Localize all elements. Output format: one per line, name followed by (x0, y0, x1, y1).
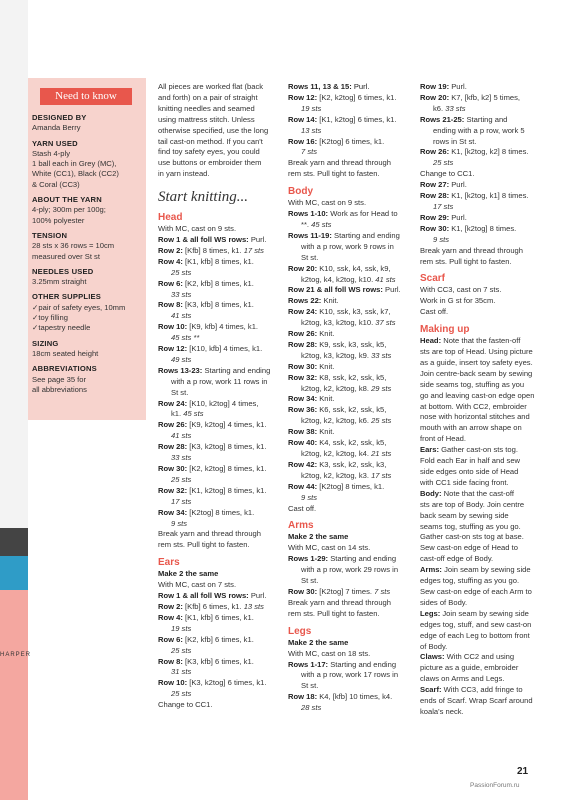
pattern-text: 49 sts (171, 354, 192, 364)
pattern-text: St st. (171, 387, 189, 397)
sidebar-text: Amanda Berry (32, 123, 81, 133)
pattern-text: of Body. (420, 641, 448, 651)
pattern-text: Row 32: [K1, k2tog] 8 times, k1. (158, 485, 267, 495)
pattern-text: Head: Note that the fasten-off (420, 336, 521, 346)
supply-item: ✓ pair of safety eyes, 10mm (32, 303, 144, 313)
pattern-text: 33 sts (171, 289, 192, 299)
pattern-text: Row 4: [K1, kfb] 6 times, k1. (158, 612, 254, 622)
pattern-text: k2tog, k2, k2tog, k8. 29 sts (301, 383, 392, 393)
pattern-text: Row 4: [K1, kfb] 8 times, k1. (158, 256, 254, 266)
supply-item: ✓ tapestry needle (32, 323, 144, 333)
pattern-text: Row 28: [K3, k2tog] 8 times, k1. (158, 442, 267, 452)
pattern-text: Make 2 the same (288, 637, 349, 647)
pattern-text: ends of Scarf. Wrap Scarf around (420, 696, 533, 706)
pattern-text: 9 sts (301, 492, 318, 502)
pattern-text: Row 2: [Kfb] 8 times, k1. 17 sts (158, 245, 264, 255)
pattern-text: Break yarn and thread through (288, 158, 392, 168)
pattern-text: 9 sts (171, 518, 188, 528)
section-title-body: Body (288, 186, 313, 198)
section-title-ears: Ears (158, 557, 180, 569)
intro-line: use buttons or embroider them (158, 158, 262, 168)
pattern-text: edges tog, stuff, and sew cast-on (420, 619, 532, 629)
pattern-text: Row 19: Purl. (420, 82, 467, 91)
pattern-text: k2tog, k4, k2tog, k10. 41 sts (301, 274, 396, 284)
pattern-text: sides of Body. (420, 597, 468, 607)
pattern-text: mouth with an arrow shape on (420, 423, 522, 433)
pattern-text: with a p row, work 9 rows in (301, 241, 394, 251)
pattern-text: Gather cast-on sts tog at base. (420, 532, 524, 542)
pattern-text: Scarf: With CC3, add fringe to (420, 685, 523, 695)
pattern-text: 25 sts (433, 158, 454, 168)
pattern-text: Row 2: [Kfb] 6 times, k1. 13 sts (158, 601, 264, 611)
sidebar-heading: DESIGNED BY (32, 113, 87, 122)
pattern-text: Row 8: [K3, kfb] 8 times, k1. (158, 300, 254, 310)
section-title-arms: Arms (288, 520, 314, 532)
start-knitting-title: Start knitting... (158, 189, 248, 206)
sidebar-heading: TENSION (32, 230, 68, 240)
column-2 (288, 82, 414, 714)
sidebar-text: 1 ball each in Grey (MC), (32, 159, 117, 169)
sidebar-text: all abbreviations (32, 384, 87, 394)
sidebar-text: measured over St st (32, 251, 100, 261)
pattern-text: Row 20: K10, ssk, k4, ssk, k9, (288, 263, 391, 273)
pattern-text: Join centre-back seam by sewing (420, 368, 533, 378)
pattern-text: Make 2 the same (288, 532, 349, 542)
pattern-text: ending with a p row, work 5 (433, 125, 525, 135)
sidebar-text: 18cm seated height (32, 348, 99, 358)
pattern-text: Row 12: [K10, kfb] 4 times, k1. (158, 344, 263, 354)
pattern-text: front of Head. (420, 434, 467, 444)
pattern-text: Row 24: [K10, k2tog] 4 times, (158, 398, 259, 408)
pattern-text: With CC3, cast on 7 sts. (420, 285, 502, 295)
pattern-text: rows in St st. (433, 136, 477, 146)
pattern-text: Rows 11, 13 & 15: Purl. (288, 82, 370, 91)
sidebar-text: 3.25mm straight (32, 277, 87, 287)
photo-blue-book (0, 555, 28, 590)
pattern-text: 19 sts (301, 103, 322, 113)
sidebar-heading: SIZING (32, 338, 59, 348)
intro-line: knitting needles and seamed (158, 103, 255, 113)
pattern-text: Row 30: [K2tog] 7 times. 7 sts (288, 586, 391, 596)
sidebar-text: White (CC1), Black (CC2) (32, 169, 119, 179)
pattern-text: k2tog, k2, k2tog, k4. 21 sts (301, 449, 392, 458)
pattern-text: Row 28: K9, ssk, k3, ssk, k5, (288, 339, 387, 349)
intro-line: otherwise specified, use the long (158, 125, 269, 135)
pattern-text: rem sts. Pull tight to fasten. (288, 608, 380, 618)
sidebar-heading: NEEDLES USED (32, 266, 94, 276)
pattern-text: side seams tog, stuffing as you (420, 379, 525, 389)
pattern-text: 17 sts (171, 496, 192, 506)
pattern-text: Sew cast-on edge of each Arm to (420, 586, 532, 596)
pattern-text: Row 14: [K1, k2tog] 6 times, k1. (288, 114, 397, 124)
pattern-text: With MC, cast on 7 sts. (158, 580, 237, 590)
photo-books (0, 0, 28, 580)
pattern-text: back seam by sewing side (420, 510, 509, 520)
photo-pink-book (0, 590, 28, 800)
pattern-text: nose with horizontal stitches and (420, 412, 530, 422)
pattern-text: Row 32: K8, ssk, k2, ssk, k5, (288, 372, 387, 382)
pattern-text: Body: Note that the cast-off (420, 488, 514, 498)
pattern-text: Claws: With CC2 and using (420, 652, 515, 662)
supply-item: ✓ toy filling (32, 313, 144, 323)
sidebar-heading: ABOUT THE YARN (32, 195, 102, 205)
pattern-text: Rows 1-17: Starting and ending (288, 659, 397, 669)
pattern-text: Row 1 & all foll WS rows: Purl. (158, 591, 267, 601)
pattern-text: 41 sts (171, 431, 192, 441)
pattern-text: Row 10: [K9, kfb] 4 times, k1. (158, 322, 259, 332)
intro-line: tail cast-on method. If you can't (158, 136, 263, 146)
sidebar-heading: OTHER SUPPLIES (32, 292, 102, 302)
pattern-text: koala's neck. (420, 706, 464, 716)
pattern-text: Legs: Join seam by sewing side (420, 608, 529, 618)
pattern-text: edges tog, stuffing as you go. (420, 576, 520, 586)
pattern-text: k2tog, k2, k2tog, k6. 25 sts (301, 416, 392, 426)
need-to-know-content (32, 108, 144, 395)
pattern-text: Row 34: Knit. (288, 394, 335, 404)
pattern-text: With MC, cast on 9 sts. (288, 198, 367, 208)
pattern-text: Row 6: [K2, kfb] 6 times, k1. (158, 634, 254, 644)
pattern-text: seams tog, stuffing as you go. (420, 521, 521, 531)
pattern-text: with CC1 side facing front. (420, 477, 509, 487)
pattern-text: 9 sts (433, 234, 450, 244)
pattern-text: Fold each Ear in half and sew (420, 456, 521, 466)
pattern-text: with a p row, work 17 rows in (301, 670, 399, 680)
pattern-text: Ears: Gather cast-on sts tog. (420, 445, 518, 455)
need-to-know-banner: Need to know (40, 88, 132, 105)
sidebar-text: Stash 4-ply (32, 148, 70, 158)
pattern-text: k2tog, k3, k2tog, k10. 37 sts (301, 318, 396, 328)
pattern-text: Row 29: Purl. (420, 212, 467, 222)
sidebar-text: 4-ply; 300m per 100g; (32, 205, 106, 215)
pattern-text: **. 45 sts (301, 219, 332, 229)
pattern-text: Row 36: K6, ssk, k2, ssk, k5, (288, 405, 387, 415)
sidebar-heading: YARN USED (32, 138, 78, 148)
watermark: PassionForum.ru (470, 782, 520, 789)
pattern-text: Rows 1-10: Work as for Head to (288, 209, 398, 219)
pattern-text: Row 44: [K2tog] 8 times, k1. (288, 481, 385, 491)
pattern-text: Row 34: [K2tog] 8 times, k1. (158, 507, 255, 517)
pattern-text: 25 sts (171, 267, 192, 277)
pattern-text: Row 30: [K2, k2tog] 8 times, k1. (158, 464, 267, 473)
pattern-text: St st. (301, 576, 319, 586)
pattern-text: Break yarn and thread through (158, 529, 262, 539)
pattern-text: k1. 45 sts (171, 409, 204, 419)
section-title-making-up: Making up (420, 324, 470, 336)
pattern-text: sts are top of Body. Join centre (420, 499, 525, 509)
pattern-text: 13 sts (301, 125, 322, 135)
pattern-text: rem sts. Pull tight to fasten. (420, 256, 512, 266)
pattern-text: Row 1 & all foll WS rows: Purl. (158, 234, 267, 244)
pattern-text: Rows 1-29: Starting and ending (288, 554, 397, 564)
intro-line: find toy safety eyes, you could (158, 147, 260, 157)
column-3 (420, 82, 548, 718)
intro-line: All pieces are worked flat (back (158, 82, 264, 91)
pattern-text: Row 27: Purl. (420, 180, 467, 190)
intro-line: using mattress stitch. Unless (158, 114, 255, 124)
intro-line: in yarn instead. (158, 169, 210, 179)
pattern-text: picture as a guide, embroider (420, 663, 519, 673)
column-1 (158, 82, 282, 711)
pattern-text: Row 42: K3, ssk, k2, ssk, k3, (288, 459, 387, 469)
photo-label: HARPER (0, 652, 32, 658)
pattern-text: 31 sts (171, 667, 192, 677)
pattern-text: With MC, cast on 9 sts. (158, 224, 237, 234)
page-number: 21 (517, 766, 529, 777)
pattern-text: claws on Arms and Legs. (420, 674, 505, 684)
pattern-text: go and leaving cast-on edge open (420, 390, 535, 400)
pattern-text: Rows 11-19: Starting and ending (288, 230, 400, 240)
pattern-text: side edges onto side of Head (420, 467, 519, 476)
pattern-text: k2tog, k2, k2tog, k3. 17 sts (301, 470, 392, 480)
pattern-text: With MC, cast on 18 sts. (288, 648, 371, 658)
pattern-text: Row 8: [K3, kfb] 6 times, k1. (158, 656, 254, 666)
pattern-text: with a p row, work 11 rows in (171, 376, 268, 386)
pattern-text: Cast off. (288, 503, 317, 513)
pattern-text: 28 sts (301, 703, 322, 713)
pattern-text: Row 40: K4, ssk, k2, ssk, k5, (288, 438, 387, 448)
pattern-text: Arms: Join seam by sewing side (420, 565, 531, 575)
sidebar-text: See page 35 for (32, 374, 87, 384)
pattern-text: St st. (301, 681, 319, 691)
pattern-text: sts are top of Head. Using picture (420, 347, 533, 357)
intro-line: and forth) on a pair of straight (158, 92, 258, 102)
pattern-text: Break yarn and thread through (420, 245, 524, 255)
pattern-text: Cast off. (420, 307, 449, 317)
pattern-text: with a p row, work 29 rows in (301, 565, 399, 575)
pattern-text: Row 6: [K2, kfb] 8 times, k1. (158, 278, 254, 288)
pattern-text: Row 21 & all foll WS rows: Purl. (288, 285, 401, 295)
pattern-text: Work in G st for 35cm. (420, 296, 496, 306)
pattern-text: 25 sts (171, 474, 192, 484)
photo-dark-book (0, 528, 28, 556)
pattern-text: Row 18: K4, [kfb] 10 times, k4. (288, 692, 393, 702)
pattern-text: Row 30: K1, [k2tog] 8 times. (420, 223, 517, 233)
pattern-text: St st. (301, 252, 319, 262)
pattern-text: Sew cast-on edge of Head to (420, 543, 518, 553)
pattern-text: k2tog, k3, k2tog, k9. 33 sts (301, 350, 392, 360)
pattern-text: Row 16: [K2tog] 6 times, k1. (288, 136, 385, 146)
pattern-text: Row 26: Knit. (288, 329, 335, 339)
section-title-scarf: Scarf (420, 273, 446, 285)
pattern-text: rem sts. Pull tight to fasten. (288, 169, 380, 179)
pattern-text: Rows 21-25: Starting and (420, 114, 508, 124)
pattern-text: at bottom. With CC2, embroider (420, 401, 527, 411)
sidebar-text: 28 sts x 36 rows = 10cm (32, 241, 115, 251)
pattern-text: Change to CC1. (158, 700, 213, 710)
sidebar-text: & Coral (CC3) (32, 179, 80, 189)
pattern-text: Break yarn and thread through (288, 597, 392, 607)
pattern-text: 7 sts (301, 147, 318, 157)
pattern-text: Row 10: [K3, k2tog] 6 times, k1. (158, 678, 267, 688)
pattern-text: With MC, cast on 14 sts. (288, 543, 371, 553)
pattern-text: Row 30: Knit. (288, 361, 335, 371)
section-title-head: Head (158, 212, 183, 224)
pattern-text: Make 2 the same (158, 569, 219, 579)
pattern-text: Row 26: [K9, k2tog] 4 times, k1. (158, 420, 267, 430)
pattern-text: 33 sts (171, 453, 192, 463)
sidebar-text: 100% polyester (32, 215, 85, 225)
pattern-text: 25 sts (171, 689, 192, 699)
pattern-text: Row 20: K7, [kfb, k2] 5 times, (420, 92, 521, 102)
pattern-text: Row 28: K1, [k2tog, k1] 8 times. (420, 191, 529, 201)
pattern-text: Rows 13-23: Starting and ending (158, 365, 271, 375)
pattern-text: 17 sts (433, 201, 454, 211)
pattern-text: 19 sts (171, 623, 192, 633)
pattern-text: k6. 33 sts (433, 103, 466, 113)
pattern-text: edge of each Leg to bottom front (420, 630, 530, 640)
section-title-legs: Legs (288, 625, 312, 637)
pattern-text: Row 38: Knit. (288, 427, 335, 437)
pattern-text: 45 sts ** (171, 333, 200, 343)
pattern-text: Row 12: [K2, k2tog] 6 times, k1. (288, 92, 397, 102)
pattern-text: Row 24: K10, ssk, k3, ssk, k7, (288, 307, 391, 317)
pattern-text: cast-off edge of Body. (420, 554, 494, 564)
pattern-text: Rows 22: Knit. (288, 296, 339, 306)
sidebar-heading: ABBREVIATIONS (32, 364, 97, 374)
pattern-text: 41 sts (171, 311, 192, 321)
pattern-text: Row 26: K1, [k2tog, k2] 8 times. (420, 147, 529, 157)
pattern-text: 25 sts (171, 645, 192, 655)
pattern-text: Change to CC1. (420, 169, 475, 179)
pattern-text: rem sts. Pull tight to fasten. (158, 540, 250, 550)
pattern-text: as a guide, insert toy safety eyes. (420, 357, 533, 367)
